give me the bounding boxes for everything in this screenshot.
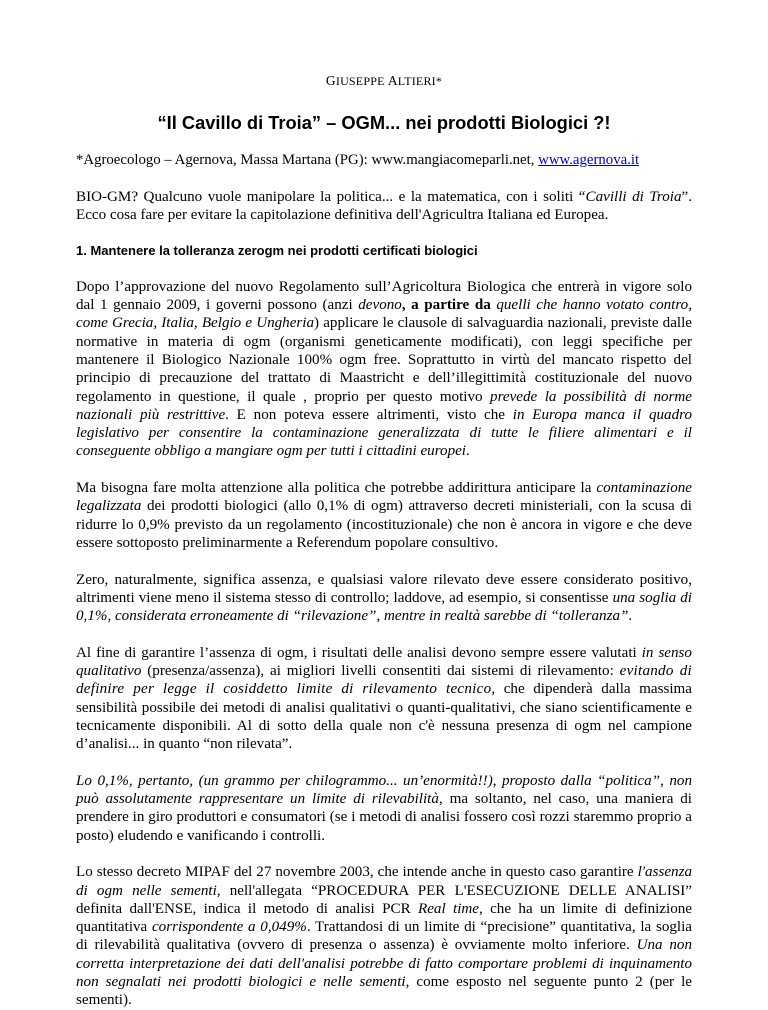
paragraph-4: Al fine di garantire l’assenza di ogm, i risultati delle analisi devono sempre essere valutati in senso qualitativo (presenza/assenza), ai migliori livelli consentiti dai sistemi di rilevamento: evitando di definire per legge il cosiddetto limite di rilevamento tecnico, che dipenderà dalla massima sensibilità possibile dei metodi di analisi qualitativi o quanti-qualitativi, che siano scientificamente e tecnicamente disponibili. Al di sotto della quale non c'è nessuna presenza di ogm nel campione d’analisi... in quanto “non rilevata”.: [76, 644, 692, 753]
section-heading-1: 1. Mantenere la tolleranza zerogm nei prodotti certificati biologici: [76, 243, 478, 259]
document-title: “Il Cavillo di Troia” – OGM... nei prodotti Biologici ?!: [157, 112, 611, 134]
paragraph-5: Lo 0,1%, pertanto, (un grammo per chilogrammo... un’enormità!!), proposto dalla “politica”, non può assolutamente rappresentare un limite di rilevabilità, ma soltanto, nel caso, una maniera di prendere in giro produttori e consumatori (se i metodi di analisi fossero così rozzi staremmo proprio a posto) eludendo e vanificando i controlli.: [76, 772, 693, 844]
paragraph-3: Zero, naturalmente, significa assenza, e qualsiasi valore rilevato deve essere considerato positivo, altrimenti viene meno il sistema stesso di controllo; laddove, ad esempio, si consentisse una soglia di 0,1%, considerata erroneamente di “rilevazione”, mentre in realtà sarebbe di “tolleranza”.: [76, 571, 692, 625]
paragraph-2: Ma bisogna fare molta attenzione alla politica che potrebbe addirittura anticipare la contaminazione legalizzata dei prodotti biologici (allo 0,1% di ogm) attraverso decreti ministeriali, con la scusa di ridurre lo 0,9% previsto da un regolamento (incostituzionale) che non è ancora in vigore e che deve essere sottoposto preliminarmente a Referendum popolare consultivo.: [76, 480, 692, 551]
author-affiliation: *Agroecologo – Agernova, Massa Martana (PG): www.mangiacomeparli.net, www.agernova.it: [76, 152, 640, 169]
author-name: GIUSEPPE ALTIERI*: [325, 73, 443, 88]
agernova-link[interactable]: www.agernova.it: [538, 152, 640, 169]
paragraph-6: Lo stesso decreto MIPAF del 27 novembre 2003, che intende anche in questo caso garantire l'assenza di ogm nelle sementi, nell'allegata “PROCEDURA PER L'ESECUZIONE DELLE ANALISI” definita dall'ENSE, indica il metodo di analisi PCR Real time, che ha un limite di definizione quantitativa corrispondente a 0,049%. Trattandosi di un limite di “precisione” quantitativa, la soglia di rilevabilità qualitativa (ovvero di presenza o assenza) è ovviamente molto inferiore. Una non corretta interpretazione dei dati dell'analisi potrebbe di fatto comportare problemi di inquinamento non segnalati nei prodotti biologici e nelle sementi, come esposto nel seguente punto 2 (per le sementi).: [76, 864, 692, 1009]
intro-paragraph: BIO-GM? Qualcuno vuole manipolare la politica... e la matematica, con i soliti “Cavilli di Troia”. Ecco cosa fare per evitare la capitolazione definitiva dell'Agricultra Italiana ed Europea.: [76, 188, 692, 223]
paragraph-1: Dopo l’approvazione del nuovo Regolamento sull’Agricoltura Biologica che entrerà in vigore solo dal 1 gennaio 2009, i governi possono (anzi devono, a partire da quelli che hanno votato contro, come Grecia, Italia, Belgio e Ungheria) applicare le clausole di salvaguardia nazionali, previste dalle normative in materia di ogm (organismi geneticamente modificati), con leggi specifiche per mantenere il Biologico Nazionale 100% ogm free. Soprattutto in virtù del mancato rispetto del principio di precauzione del trattato di Maastricht e dell’illegittimità costituzionale del nuovo regolamento in questione, il quale , proprio per questo motivo prevede la possibilità di norme nazionali più restrittive. E non poteva essere altrimenti, visto che in Europa manca il quadro legislativo per consentire la contaminazione generalizzata di tutte le filiere alimentari e il conseguente obbligo a mangiare ogm per tutti i cittadini europei.: [76, 278, 693, 460]
